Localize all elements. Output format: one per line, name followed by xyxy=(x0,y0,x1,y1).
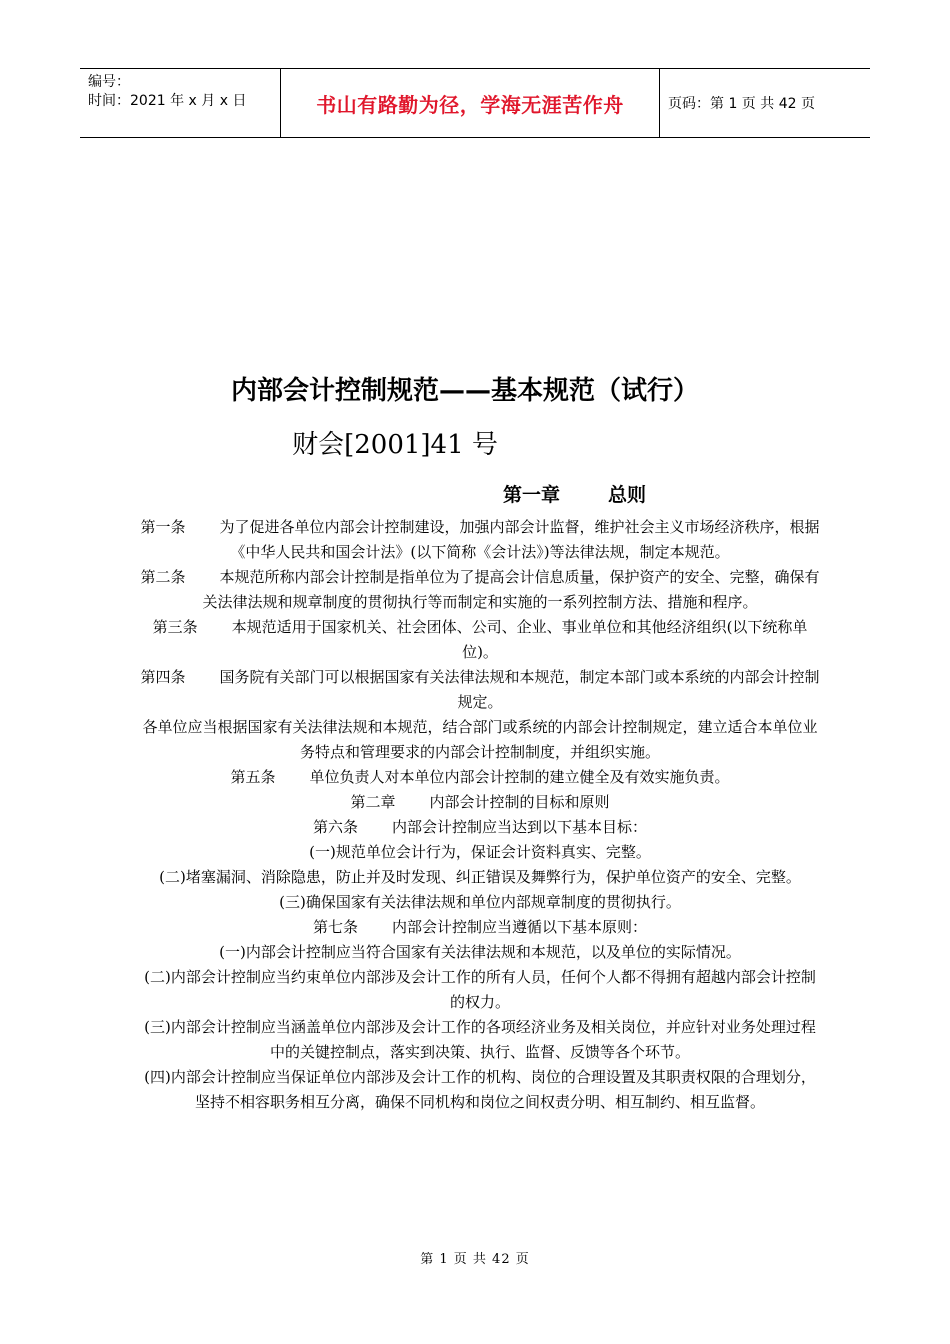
header-meta xyxy=(80,69,281,137)
article-text: (四)内部会计控制应当保证单位内部涉及会计工作的机构、岗位的合理设置及其职责权限的合理划分，坚持不相容职务相互分离，确保不同机构和岗位之间权责分明、相互制约、相互监督。 xyxy=(144,1068,816,1111)
chapter-2-heading xyxy=(140,790,820,815)
document-title: 内部会计控制规范——基本规范（试行） xyxy=(230,376,699,406)
article-text: 本规范适用于国家机关、社会团体、公司、企业、事业单位和其他经济组织(以下统称单位)。 xyxy=(231,618,808,661)
article-text: (一)内部会计控制应当符合国家有关法律法规和本规范，以及单位的实际情况。 xyxy=(219,943,741,961)
article-head: 第一条 xyxy=(140,518,186,536)
paragraph xyxy=(140,915,820,940)
paragraph xyxy=(140,865,820,890)
paragraph xyxy=(140,940,820,965)
paragraph xyxy=(140,715,820,765)
article-head: 第二条 xyxy=(140,568,186,586)
article-text: (二)堵塞漏洞、消除隐患，防止并及时发现、纠正错误及舞弊行为，保护单位资产的安全、完整。 xyxy=(159,868,801,886)
paragraph xyxy=(140,665,820,715)
article-text: 内部会计控制应当达到以下基本目标： xyxy=(392,818,648,836)
article-head: 第四条 xyxy=(140,668,186,686)
paragraph xyxy=(140,615,820,665)
article-head: 第五条 xyxy=(230,768,276,786)
article-text: 本规范所称内部会计控制是指单位为了提高会计信息质量，保护资产的安全、完整，确保有关法律法规和规章制度的贯彻执行等而制定和实施的一系列控制方法、措施和程序。 xyxy=(202,568,820,611)
article-head: 第六条 xyxy=(312,818,358,836)
header-page-info: 页码：第 1 页 共 42 页 xyxy=(668,96,815,112)
article-text: (一)规范单位会计行为，保证会计资料真实、完整。 xyxy=(309,843,651,861)
article-text: (三)确保国家有关法律法规和单位内部规章制度的贯彻执行。 xyxy=(279,893,681,911)
article-head: 第七条 xyxy=(312,918,358,936)
document-body xyxy=(140,515,820,1115)
header-motto-cell xyxy=(281,69,660,137)
number-label: 编号： xyxy=(88,74,130,90)
chapter-heading xyxy=(503,480,646,507)
article-text: 单位负责人对本单位内部会计控制的建立健全及有效实施负责。 xyxy=(309,768,730,786)
article-text: 各单位应当根据国家有关法律法规和本规范，结合部门或系统的内部会计控制规定，建立适合本单位业务特点和管理要求的内部会计控制制度，并组织实施。 xyxy=(142,718,818,761)
article-text: 国务院有关部门可以根据国家有关法律法规和本规范，制定本部门或本系统的内部会计控制规定。 xyxy=(219,668,820,711)
paragraph xyxy=(140,515,820,565)
paragraph xyxy=(140,1015,820,1065)
document-header xyxy=(80,68,870,138)
document-subtitle: 财会[2001]41 号 xyxy=(292,430,498,460)
page-footer: 第 1 页 共 42 页 xyxy=(420,1252,530,1267)
paragraph xyxy=(140,840,820,865)
article-text: 为了促进各单位内部会计控制建设，加强内部会计监督，维护社会主义市场经济秩序，根据《中华人民共和国会计法》(以下简称《会计法》)等法律法规，制定本规范。 xyxy=(219,518,820,561)
paragraph xyxy=(140,815,820,840)
chapter-name: 总则 xyxy=(608,484,647,506)
paragraph xyxy=(140,890,820,915)
time-label: 时间：2021 年 x 月 x 日 xyxy=(88,93,247,109)
paragraph xyxy=(140,765,820,790)
paragraph xyxy=(140,965,820,1015)
article-text: (三)内部会计控制应当涵盖单位内部涉及会计工作的各项经济业务及相关岗位，并应针对业务处理过程中的关键控制点，落实到决策、执行、监督、反馈等各个环节。 xyxy=(144,1018,816,1061)
chapter-number: 第一章 xyxy=(503,484,561,506)
paragraph xyxy=(140,1065,820,1115)
paragraph xyxy=(140,565,820,615)
chapter-number: 第二章 xyxy=(350,793,396,811)
chapter-name: 内部会计控制的目标和原则 xyxy=(429,793,610,811)
header-motto: 书山有路勤为径，学海无涯苦作舟 xyxy=(316,92,624,117)
article-text: 内部会计控制应当遵循以下基本原则： xyxy=(392,918,648,936)
article-head: 第三条 xyxy=(152,618,198,636)
article-text: (二)内部会计控制应当约束单位内部涉及会计工作的所有人员，任何个人都不得拥有超越内部会计控制的权力。 xyxy=(144,968,816,1011)
